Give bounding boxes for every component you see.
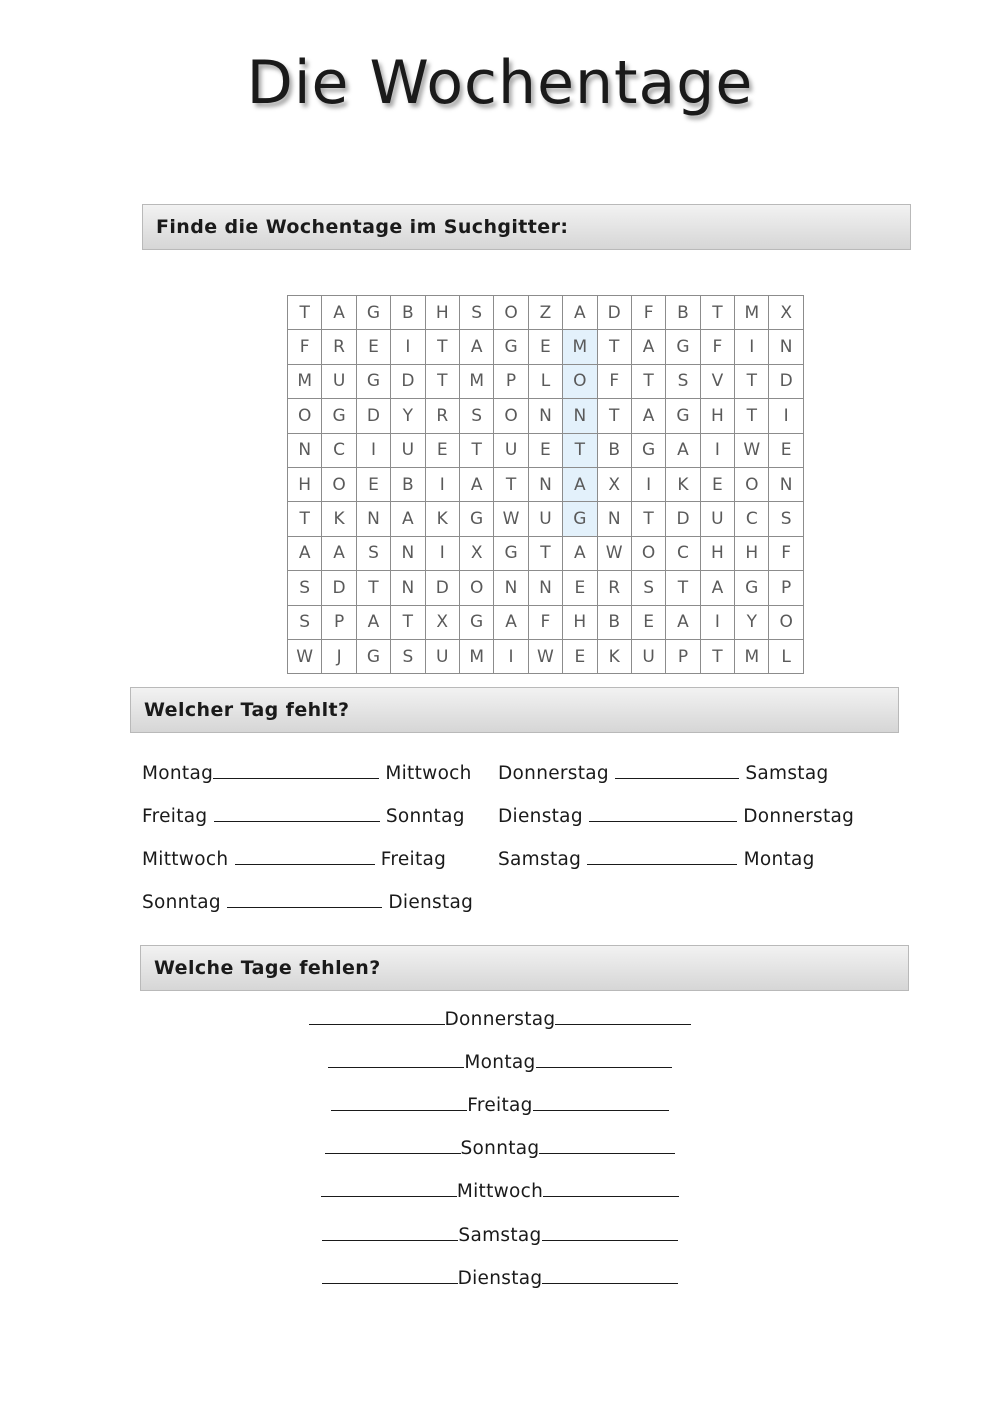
grid-cell[interactable]: N xyxy=(528,467,562,501)
grid-cell[interactable]: I xyxy=(425,467,459,501)
grid-cell[interactable]: N xyxy=(769,330,803,364)
grid-cell[interactable]: P xyxy=(666,639,700,673)
grid-cell[interactable]: O xyxy=(494,399,528,433)
grid-cell[interactable]: Z xyxy=(528,296,562,330)
grid-cell[interactable]: S xyxy=(356,536,390,570)
sequence-row xyxy=(0,1224,1000,1246)
section-heading-missing-days: Welche Tage fehlen? xyxy=(140,945,909,991)
grid-cell[interactable]: N xyxy=(494,571,528,605)
grid-cell[interactable]: W xyxy=(597,536,631,570)
grid-cell[interactable]: F xyxy=(700,330,734,364)
grid-cell[interactable]: T xyxy=(597,399,631,433)
grid-cell[interactable]: S xyxy=(666,364,700,398)
grid-cell[interactable]: T xyxy=(631,364,665,398)
grid-row xyxy=(288,399,804,433)
grid-cell[interactable]: H xyxy=(700,536,734,570)
grid-cell[interactable]: B xyxy=(391,296,425,330)
grid-cell[interactable]: T xyxy=(735,364,769,398)
exercise-row xyxy=(142,848,446,870)
grid-cell[interactable]: B xyxy=(597,605,631,639)
grid-cell[interactable]: G xyxy=(356,364,390,398)
grid-cell[interactable]: E xyxy=(769,433,803,467)
grid-cell[interactable]: A xyxy=(700,571,734,605)
grid-cell[interactable]: U xyxy=(494,433,528,467)
grid-cell[interactable]: X xyxy=(459,536,493,570)
grid-cell[interactable]: G xyxy=(459,502,493,536)
grid-cell[interactable]: M xyxy=(459,639,493,673)
grid-cell[interactable]: T xyxy=(631,502,665,536)
grid-row xyxy=(288,467,804,501)
day-after: Dienstag xyxy=(388,892,474,913)
grid-cell[interactable]: I xyxy=(735,330,769,364)
day-before: Freitag xyxy=(142,806,208,827)
grid-cell[interactable]: B xyxy=(391,467,425,501)
exercise-row xyxy=(142,805,465,827)
grid-cell[interactable]: B xyxy=(597,433,631,467)
grid-cell[interactable]: T xyxy=(700,296,734,330)
answer-blank-before[interactable] xyxy=(325,1137,461,1154)
grid-cell[interactable]: E xyxy=(700,467,734,501)
grid-cell[interactable]: I xyxy=(494,639,528,673)
grid-cell[interactable]: G xyxy=(356,296,390,330)
grid-cell[interactable]: W xyxy=(735,433,769,467)
grid-cell[interactable]: A xyxy=(563,296,597,330)
grid-cell[interactable]: E xyxy=(528,433,562,467)
grid-cell[interactable]: H xyxy=(288,467,322,501)
answer-blank-after[interactable] xyxy=(536,1051,672,1068)
grid-cell[interactable]: T xyxy=(391,605,425,639)
grid-cell[interactable]: I xyxy=(769,399,803,433)
grid-cell[interactable]: E xyxy=(563,639,597,673)
sequence-day: Dienstag xyxy=(457,1268,543,1289)
grid-cell[interactable]: O xyxy=(494,296,528,330)
grid-cell[interactable]: F xyxy=(528,605,562,639)
answer-blank-after[interactable] xyxy=(539,1137,675,1154)
grid-cell[interactable]: A xyxy=(563,467,597,501)
grid-cell[interactable]: T xyxy=(356,571,390,605)
grid-cell[interactable]: N xyxy=(563,399,597,433)
grid-cell[interactable]: W xyxy=(494,502,528,536)
grid-cell[interactable]: M xyxy=(288,364,322,398)
grid-cell[interactable]: N xyxy=(356,502,390,536)
day-after: Montag xyxy=(743,849,815,870)
grid-cell[interactable]: R xyxy=(425,399,459,433)
answer-blank-after[interactable] xyxy=(555,1008,691,1025)
grid-cell[interactable]: O xyxy=(769,605,803,639)
grid-cell[interactable]: K xyxy=(425,502,459,536)
grid-cell[interactable]: C xyxy=(735,502,769,536)
grid-cell[interactable]: H xyxy=(735,536,769,570)
grid-row xyxy=(288,536,804,570)
grid-cell[interactable]: V xyxy=(700,364,734,398)
grid-cell[interactable]: I xyxy=(631,467,665,501)
grid-cell[interactable]: D xyxy=(322,571,356,605)
exercise-row xyxy=(498,762,829,784)
day-after: Mittwoch xyxy=(385,763,472,784)
sequence-row xyxy=(0,1051,1000,1073)
grid-cell[interactable]: N xyxy=(528,399,562,433)
grid-cell[interactable]: U xyxy=(425,639,459,673)
grid-cell[interactable]: A xyxy=(322,536,356,570)
day-before: Montag xyxy=(142,763,214,784)
grid-cell[interactable]: T xyxy=(735,399,769,433)
grid-cell[interactable]: D xyxy=(597,296,631,330)
grid-cell[interactable]: X xyxy=(769,296,803,330)
answer-blank-before[interactable] xyxy=(322,1224,458,1241)
grid-cell[interactable]: S xyxy=(459,399,493,433)
sequence-row xyxy=(0,1137,1000,1159)
sequence-day: Freitag xyxy=(467,1095,533,1116)
day-before: Donnerstag xyxy=(498,763,609,784)
day-before: Mittwoch xyxy=(142,849,229,870)
grid-cell[interactable]: O xyxy=(459,571,493,605)
grid-cell[interactable]: O xyxy=(288,399,322,433)
day-after: Freitag xyxy=(380,849,447,870)
grid-cell[interactable]: I xyxy=(356,433,390,467)
grid-cell[interactable]: E xyxy=(356,467,390,501)
grid-cell[interactable]: G xyxy=(494,330,528,364)
grid-cell[interactable]: G xyxy=(356,639,390,673)
grid-cell[interactable]: U xyxy=(631,639,665,673)
grid-cell[interactable]: G xyxy=(666,399,700,433)
grid-cell[interactable]: E xyxy=(563,571,597,605)
grid-cell[interactable]: I xyxy=(700,605,734,639)
grid-cell[interactable]: N xyxy=(528,571,562,605)
grid-cell[interactable]: A xyxy=(459,467,493,501)
grid-cell[interactable]: T xyxy=(666,571,700,605)
grid-cell[interactable]: P xyxy=(322,605,356,639)
grid-cell[interactable]: E xyxy=(425,433,459,467)
grid-cell[interactable]: I xyxy=(700,433,734,467)
grid-cell[interactable]: T xyxy=(528,536,562,570)
grid-cell[interactable]: D xyxy=(391,364,425,398)
grid-cell[interactable]: W xyxy=(288,639,322,673)
section-heading-missing-day: Welcher Tag fehlt? xyxy=(130,687,899,733)
grid-cell[interactable]: L xyxy=(769,639,803,673)
grid-cell[interactable]: E xyxy=(528,330,562,364)
grid-cell[interactable]: T xyxy=(459,433,493,467)
grid-cell[interactable]: S xyxy=(631,571,665,605)
grid-cell[interactable]: T xyxy=(288,296,322,330)
grid-cell[interactable]: M xyxy=(735,296,769,330)
grid-cell[interactable]: T xyxy=(288,502,322,536)
grid-row xyxy=(288,605,804,639)
grid-cell[interactable]: P xyxy=(494,364,528,398)
grid-cell[interactable]: N xyxy=(597,502,631,536)
sequence-day: Samstag xyxy=(458,1225,542,1246)
grid-cell[interactable]: R xyxy=(597,571,631,605)
grid-cell[interactable]: A xyxy=(631,330,665,364)
exercise-row xyxy=(142,762,472,784)
answer-blank-after[interactable] xyxy=(542,1267,678,1284)
sequence-day: Montag xyxy=(464,1052,536,1073)
answer-blank[interactable] xyxy=(235,848,375,865)
day-before: Samstag xyxy=(498,849,582,870)
grid-cell[interactable]: R xyxy=(322,330,356,364)
sequence-day: Sonntag xyxy=(460,1138,540,1159)
grid-cell[interactable]: K xyxy=(666,467,700,501)
grid-cell[interactable]: N xyxy=(769,467,803,501)
grid-cell[interactable]: T xyxy=(563,433,597,467)
answer-blank[interactable] xyxy=(615,762,739,779)
grid-cell[interactable]: P xyxy=(769,571,803,605)
answer-blank-after[interactable] xyxy=(543,1180,679,1197)
grid-cell[interactable]: T xyxy=(425,330,459,364)
grid-cell[interactable]: D xyxy=(666,502,700,536)
grid-cell[interactable]: S xyxy=(288,605,322,639)
answer-blank[interactable] xyxy=(213,762,379,779)
grid-cell[interactable]: K xyxy=(597,639,631,673)
grid-cell[interactable]: U xyxy=(700,502,734,536)
grid-cell[interactable]: A xyxy=(666,605,700,639)
grid-cell[interactable]: G xyxy=(459,605,493,639)
grid-cell[interactable]: X xyxy=(597,467,631,501)
grid-cell[interactable]: B xyxy=(666,296,700,330)
grid-cell[interactable]: O xyxy=(322,467,356,501)
grid-cell[interactable]: M xyxy=(459,364,493,398)
grid-cell[interactable]: A xyxy=(563,536,597,570)
word-search-grid xyxy=(287,295,804,674)
answer-blank-before[interactable] xyxy=(328,1051,464,1068)
grid-cell[interactable]: G xyxy=(735,571,769,605)
grid-cell[interactable]: A xyxy=(322,296,356,330)
grid-cell[interactable]: C xyxy=(322,433,356,467)
grid-cell[interactable]: G xyxy=(563,502,597,536)
grid-cell[interactable]: T xyxy=(494,467,528,501)
grid-cell[interactable]: A xyxy=(666,433,700,467)
grid-row xyxy=(288,433,804,467)
grid-cell[interactable]: M xyxy=(735,639,769,673)
answer-blank-after[interactable] xyxy=(542,1224,678,1241)
grid-cell[interactable]: X xyxy=(425,605,459,639)
day-before: Sonntag xyxy=(142,892,221,913)
grid-cell[interactable]: U xyxy=(322,364,356,398)
grid-cell[interactable]: T xyxy=(700,639,734,673)
grid-row xyxy=(288,330,804,364)
grid-cell[interactable]: L xyxy=(528,364,562,398)
grid-cell[interactable]: Y xyxy=(735,605,769,639)
grid-cell[interactable]: I xyxy=(425,536,459,570)
grid-cell[interactable]: I xyxy=(391,330,425,364)
grid-cell[interactable]: A xyxy=(356,605,390,639)
page-title: Die Wochentage xyxy=(246,48,754,118)
grid-row xyxy=(288,502,804,536)
grid-cell[interactable]: Y xyxy=(391,399,425,433)
answer-blank-before[interactable] xyxy=(321,1180,457,1197)
grid-cell[interactable]: N xyxy=(391,571,425,605)
grid-row xyxy=(288,571,804,605)
sequence-day: Mittwoch xyxy=(456,1181,544,1202)
grid-cell[interactable]: F xyxy=(288,330,322,364)
day-after: Sonntag xyxy=(385,806,465,827)
grid-cell[interactable]: E xyxy=(356,330,390,364)
grid-cell[interactable]: J xyxy=(322,639,356,673)
grid-cell[interactable]: F xyxy=(769,536,803,570)
grid-cell[interactable]: N xyxy=(391,536,425,570)
grid-row xyxy=(288,364,804,398)
grid-cell[interactable]: F xyxy=(597,364,631,398)
grid-cell[interactable]: A xyxy=(459,330,493,364)
answer-blank[interactable] xyxy=(589,805,737,822)
grid-cell[interactable]: S xyxy=(769,502,803,536)
grid-cell[interactable]: H xyxy=(425,296,459,330)
answer-blank-before[interactable] xyxy=(309,1008,445,1025)
sequence-row xyxy=(0,1094,1000,1116)
grid-cell[interactable]: G xyxy=(666,330,700,364)
grid-cell[interactable]: A xyxy=(391,502,425,536)
grid-cell[interactable]: U xyxy=(528,502,562,536)
grid-cell[interactable]: S xyxy=(459,296,493,330)
exercise-row xyxy=(498,805,854,827)
grid-cell[interactable]: A xyxy=(288,536,322,570)
answer-blank-before[interactable] xyxy=(331,1094,467,1111)
answer-blank[interactable] xyxy=(227,891,382,908)
grid-cell[interactable]: E xyxy=(631,605,665,639)
grid-cell[interactable]: H xyxy=(700,399,734,433)
section-heading-word-search: Finde die Wochentage im Suchgitter: xyxy=(142,204,911,250)
grid-cell[interactable]: F xyxy=(631,296,665,330)
day-before: Dienstag xyxy=(498,806,583,827)
grid-cell[interactable]: O xyxy=(631,536,665,570)
grid-cell[interactable]: A xyxy=(494,605,528,639)
day-after: Samstag xyxy=(745,763,829,784)
grid-cell[interactable]: D xyxy=(425,571,459,605)
grid-cell[interactable]: W xyxy=(528,639,562,673)
sequence-row xyxy=(0,1180,1000,1202)
grid-cell[interactable]: G xyxy=(631,433,665,467)
grid-cell[interactable]: M xyxy=(563,330,597,364)
grid-cell[interactable]: N xyxy=(288,433,322,467)
answer-blank-before[interactable] xyxy=(322,1267,458,1284)
sequence-day: Donnerstag xyxy=(444,1009,556,1030)
grid-cell[interactable]: D xyxy=(769,364,803,398)
grid-row xyxy=(288,296,804,330)
grid-cell[interactable]: D xyxy=(356,399,390,433)
grid-cell[interactable]: G xyxy=(494,536,528,570)
grid-cell[interactable]: C xyxy=(666,536,700,570)
grid-cell[interactable]: O xyxy=(735,467,769,501)
sequence-row xyxy=(0,1008,1000,1030)
answer-blank-after[interactable] xyxy=(533,1094,669,1111)
grid-cell[interactable]: S xyxy=(288,571,322,605)
grid-cell[interactable]: H xyxy=(563,605,597,639)
grid-row xyxy=(288,639,804,673)
exercise-row xyxy=(498,848,815,870)
sequence-row xyxy=(0,1267,1000,1289)
day-after: Donnerstag xyxy=(743,806,855,827)
grid-cell[interactable]: G xyxy=(322,399,356,433)
grid-cell[interactable]: K xyxy=(322,502,356,536)
answer-blank[interactable] xyxy=(587,848,737,865)
grid-cell[interactable]: T xyxy=(597,330,631,364)
grid-cell[interactable]: U xyxy=(391,433,425,467)
grid-cell[interactable]: T xyxy=(425,364,459,398)
grid-cell[interactable]: A xyxy=(631,399,665,433)
grid-cell[interactable]: O xyxy=(563,364,597,398)
grid-cell[interactable]: S xyxy=(391,639,425,673)
exercise-row xyxy=(142,891,473,913)
answer-blank[interactable] xyxy=(214,805,380,822)
